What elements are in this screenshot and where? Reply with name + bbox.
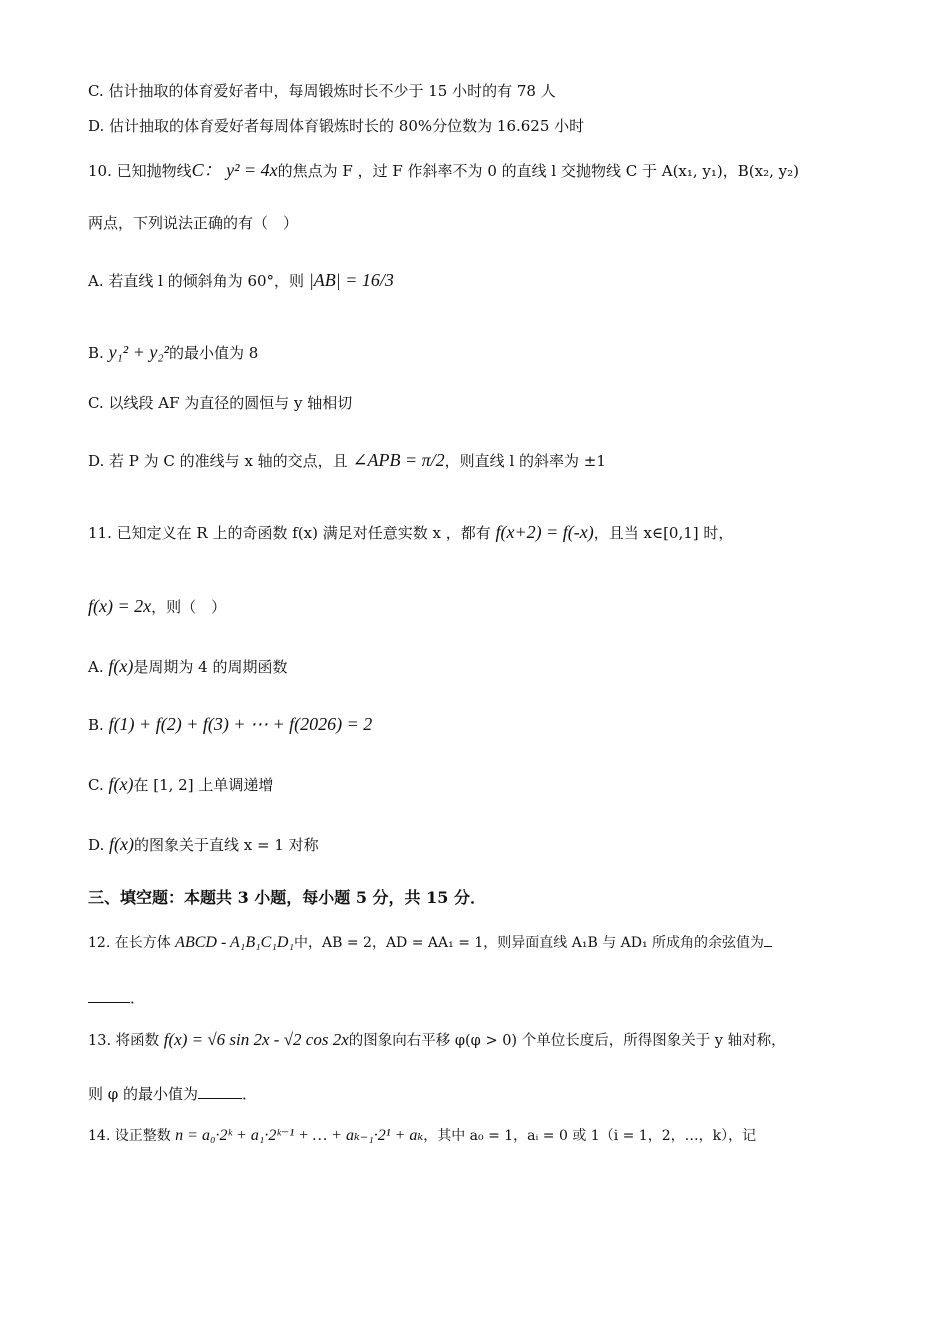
q13-pre: 13. 将函数 (88, 1033, 164, 1049)
option-10a (88, 270, 394, 292)
q10b-post: 的最小值为 8 (169, 344, 259, 362)
q12-answer-blank-start (764, 932, 772, 947)
q11a-math: f(x) (108, 656, 134, 676)
q10d-post: ，则直线 l 的斜率为 ±1 (444, 452, 606, 470)
option-9c: C. 估计抽取的体育爱好者中，每周锻炼时长不少于 15 小时的有 78 人 (88, 82, 556, 100)
q11b-math: f(x) = 2x (88, 596, 152, 616)
q12-period: ． (130, 989, 146, 1007)
q11a-post: 是周期为 4 的周期函数 (133, 658, 288, 676)
question-12-blank-line (88, 988, 145, 1007)
q11a-pre: A. (88, 658, 109, 676)
option-9d: D. 估计抽取的体育爱好者每周体育锻炼时长的 80%分位数为 16.625 小时 (88, 117, 585, 135)
q11d-pre: D. (88, 836, 110, 854)
q14-post: ，其中 a₀ = 1，aᵢ = 0 或 1（i = 1，2，…，k），记 (423, 1128, 757, 1144)
question-12 (88, 932, 772, 952)
q12-post: 中，AB = 2，AD = AA₁ = 1，则异面直线 A₁B 与 AD₁ 所成角的余弦值为 (294, 935, 765, 951)
q11bb-math: f(1) + f(2) + f(3) + ⋯ + f(2026) = 2 (108, 714, 373, 734)
question-13-cont (88, 1084, 257, 1103)
q12-answer-blank (88, 988, 130, 1003)
q11-post: ，且当 x∈[0,1] 时， (593, 524, 734, 542)
option-11d (88, 834, 319, 856)
q11c-post: 在 [1, 2] 上单调递增 (133, 776, 274, 794)
q10d-math: ∠APB = π/2 (352, 450, 445, 470)
q10-pre: 10. 已知抛物线 (88, 162, 192, 180)
q10-post: 的焦点为 F ，过 F 作斜率不为 0 的直线 l 交抛物线 C 于 A(x₁, y₁)，B(x₂, y₂) (277, 162, 799, 180)
q14-math: n = a₀·2ᵏ + a₁·2ᵏ⁻¹ + … + aₖ₋₁·2¹ + aₖ (175, 1127, 424, 1144)
q10d-pre: D. 若 P 为 C 的准线与 x 轴的交点，且 (88, 452, 353, 470)
option-11a (88, 656, 287, 678)
q13-cont-text: 则 φ 的最小值为 (88, 1085, 199, 1103)
q13-math: f(x) = √6 sin 2x - √2 cos 2x (163, 1030, 349, 1049)
q10a-pre: A. 若直线 l 的倾斜角为 60°，则 (88, 272, 309, 290)
q11b-post: ，则（ ） (151, 598, 227, 616)
q10-math: C： y² = 4x (191, 160, 278, 180)
question-10-stem-cont: 两点，下列说法正确的有（ ） (88, 214, 299, 232)
q13-answer-blank (198, 1084, 242, 1099)
question-14 (88, 1126, 756, 1145)
q13-post: 的图象向右平移 φ(φ > 0) 个单位长度后，所得图象关于 y 轴对称， (348, 1033, 786, 1049)
q10b-pre: B. (88, 344, 109, 362)
q11c-pre: C. (88, 776, 109, 794)
q10a-math: |AB| = 16/3 (308, 270, 394, 290)
option-10c: C. 以线段 AF 为直径的圆恒与 y 轴相切 (88, 394, 353, 412)
q13-period: ． (242, 1085, 258, 1103)
q11bb-pre: B. (88, 716, 109, 734)
option-11b (88, 714, 372, 736)
q10b-math: y₁² + y₂² (108, 342, 169, 362)
q11d-post: 的图象关于直线 x = 1 对称 (134, 836, 319, 854)
q11-math: f(x+2) = f(-x) (495, 522, 594, 542)
question-13 (88, 1030, 786, 1050)
q12-math: ABCD - A₁B₁C₁D₁ (175, 934, 295, 951)
q11-pre: 11. 已知定义在 R 上的奇函数 f(x) 满足对任意实数 x ，都有 (88, 524, 496, 542)
option-11c (88, 774, 273, 796)
option-10b (88, 342, 258, 364)
question-10-stem (88, 160, 799, 182)
q11d-math: f(x) (109, 834, 135, 854)
q12-pre: 12. 在长方体 (88, 935, 176, 951)
q14-pre: 14. 设正整数 (88, 1128, 176, 1144)
q11c-math: f(x) (108, 774, 134, 794)
section-heading-fill-in: 三、填空题：本题共 3 小题，每小题 5 分，共 15 分． (88, 888, 486, 907)
option-10d (88, 450, 606, 472)
question-11-stem (88, 522, 733, 544)
question-11-stem-cont (88, 596, 226, 618)
